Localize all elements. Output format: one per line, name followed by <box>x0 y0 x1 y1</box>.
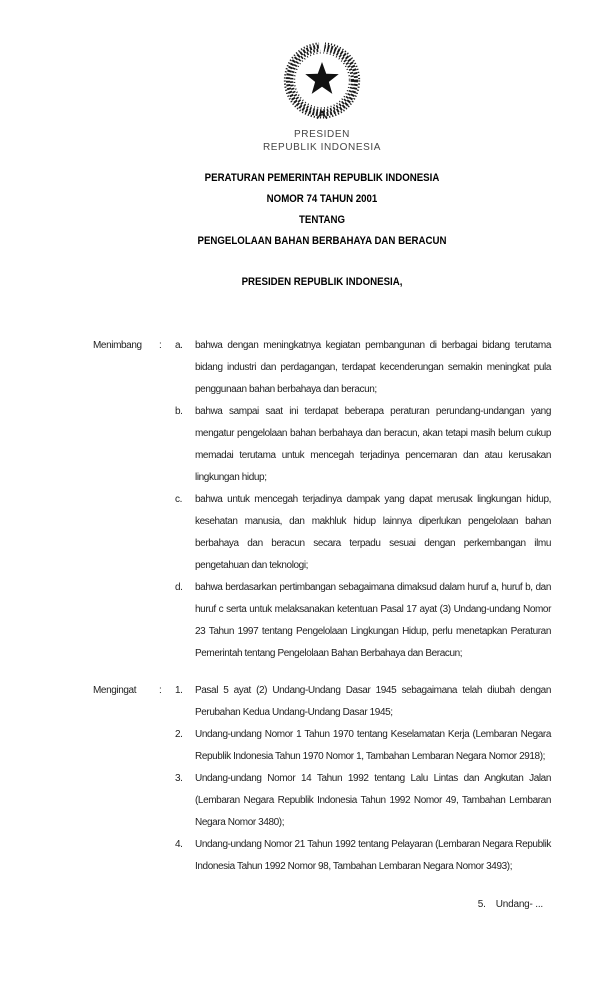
page-catchword <box>93 894 551 916</box>
mengingat-item-2 <box>93 724 551 768</box>
section-mengingat <box>93 680 551 878</box>
item-text: bahwa untuk mencegah terjadinya dampak yang dapat merusak lingkungan hidup, kesehatan manusia, dan makhluk hidup lainnya diperlukan pengelolaan bahan berbahaya dan beracun secara terpadu sesuai dengan perkembangan ilmu pengetahuan dan teknologi; <box>195 494 551 571</box>
letterhead-republik-indonesia: REPUBLIK INDONESIA <box>262 142 382 153</box>
section-colon: : <box>159 685 162 696</box>
mengingat-item-3 <box>93 768 551 834</box>
regulation-title-block <box>93 168 551 252</box>
item-marker: 3. <box>175 773 183 784</box>
catchword-text: Undang- ... <box>495 899 543 910</box>
salutation: PRESIDEN REPUBLIK INDONESIA, <box>241 276 403 288</box>
ribbon-bow-icon <box>317 111 327 118</box>
section-colon: : <box>159 340 162 351</box>
letterhead-presiden: PRESIDEN <box>294 129 350 140</box>
star-in-laurel-wreath-icon <box>282 42 362 122</box>
presidential-emblem <box>282 42 362 122</box>
mengingat-item-4 <box>93 834 551 878</box>
section-label: Menimbang <box>93 340 142 351</box>
title-line-2: NOMOR 74 TAHUN 2001 <box>266 193 378 205</box>
menimbang-item-b <box>93 401 551 489</box>
item-marker: d. <box>175 582 183 593</box>
title-line-4: PENGELOLAAN BAHAN BERBAHAYA DAN BERACUN <box>197 235 447 247</box>
menimbang-item-c <box>93 489 551 577</box>
menimbang-item-a <box>93 335 551 401</box>
title-line-1: PERATURAN PEMERINTAH REPUBLIK INDONESIA <box>204 172 440 184</box>
menimbang-item-d <box>93 577 551 665</box>
item-marker: b. <box>175 406 183 417</box>
title-line-3: TENTANG <box>298 214 346 226</box>
item-marker: 2. <box>175 729 183 740</box>
item-text: Undang-undang Nomor 21 Tahun 1992 tentang Pelayaran (Lembaran Negara Republik Indonesia Tahun 1992 Nomor 98, Tambahan Lembaran Negara Nomor 3493); <box>195 839 551 872</box>
section-menimbang <box>93 335 551 665</box>
catchword-number: 5. <box>477 899 486 910</box>
item-marker: 1. <box>175 685 183 696</box>
item-text: bahwa dengan meningkatnya kegiatan pembangunan di berbagai bidang terutama bidang industri dan perdagangan, terdapat kecenderungan semakin meningkat pula penggunaan bahan berbahaya dan beracun; <box>195 340 551 395</box>
letterhead <box>93 128 551 154</box>
item-marker: c. <box>175 494 182 505</box>
section-label: Mengingat <box>93 685 137 696</box>
mengingat-item-1 <box>93 680 551 724</box>
item-text: Undang-undang Nomor 1 Tahun 1970 tentang Keselamatan Kerja (Lembaran Negara Republik Indonesia Tahun 1970 Nomor 1, Tambahan Lembaran Negara Nomor 2918); <box>195 729 551 762</box>
item-text: Pasal 5 ayat (2) Undang-Undang Dasar 1945 sebagaimana telah diubah dengan Perubahan Kedua Undang-Undang Dasar 1945; <box>195 685 551 718</box>
item-marker: a. <box>175 340 183 351</box>
item-text: bahwa sampai saat ini terdapat beberapa peraturan perundang-undangan yang mengatur pengelolaan bahan berbahaya dan beracun, akan tetapi masih belum cukup memadai terutama untuk mencegah terjadinya pencemaran dan atau kerusakan lingkungan hidup; <box>195 406 551 483</box>
item-text: Undang-undang Nomor 14 Tahun 1992 tentang Lalu Lintas dan Angkutan Jalan (Lembaran Negara Republik Indonesia Tahun 1992 Nomor 49, Tambahan Lembaran Negara Nomor 3480); <box>195 773 551 828</box>
document-content <box>93 42 551 916</box>
item-text: bahwa berdasarkan pertimbangan sebagaimana dimaksud dalam huruf a, huruf b, dan huruf c serta untuk melaksanakan ketentuan Pasal 17 ayat (3) Undang-undang Nomor 23 Tahun 1997 tentang Pengelolaan Lingkungan Hidup, perlu menetapkan Peraturan Pemerintah tentang Pengelolaan Bahan Berbahaya dan Beracun; <box>195 582 551 659</box>
star-icon <box>305 62 338 94</box>
item-marker: 4. <box>175 839 183 850</box>
